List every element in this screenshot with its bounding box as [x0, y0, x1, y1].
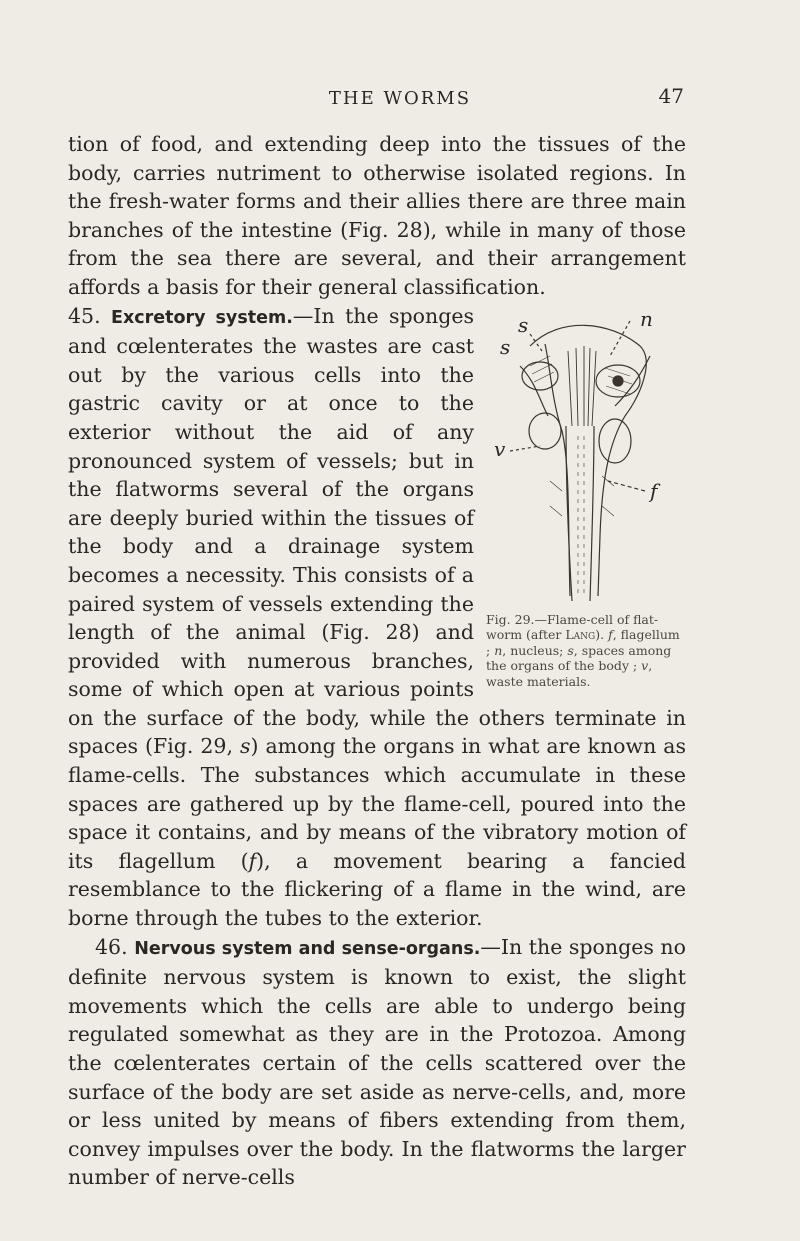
caption-text: ).	[595, 627, 609, 643]
label-s-top: s	[518, 312, 529, 337]
caption-text: , spaces among the organs of the body ;	[486, 642, 672, 674]
paragraph-1: tion of food, and extending deep into the tissues of the body, carries nutriment to otherwise isolated regions. In the fresh-water forms and their allies there are three main branches of the intestine (Fig. 28), while in many of those from the sea there are several, and their arrangement affords a basis for their general classification.	[68, 132, 686, 299]
paragraph-3	[68, 933, 686, 1192]
section-number: 45.	[68, 303, 101, 328]
label-n: n	[640, 306, 653, 331]
section-number: 46.	[95, 934, 128, 959]
paragraph-text: ) among the organs in what are known as flame-cells. The substances which accumulate in these spaces are gathered up by the flame-cell, poured into the space it contains, and by means of the vibratory motion of its flagellum (	[68, 734, 686, 873]
caption-text: , flagellum ;	[486, 627, 680, 658]
caption-symbol: s	[567, 642, 574, 658]
caption-text: Fig. 29.—Flame-cell of flat-worm (after	[486, 611, 659, 643]
page-number: 47	[658, 84, 684, 108]
label-s-left: s	[500, 334, 511, 359]
caption-symbol: f	[608, 627, 613, 643]
figure-29	[486, 306, 686, 690]
inline-symbol: f	[248, 848, 257, 873]
caption-symbol: v	[641, 658, 649, 674]
label-v: v	[494, 436, 506, 461]
paragraph-text: —In the sponges no definite nervous system is known to exist, the slight movements which the cells are able to undergo being regulated somewhat as they are in the Protozoa. Among the cœlenterates certain of the cells scattered over the surface of the body are set aside as nerve-cells, and, more or less united by means of fibers extending from them, convey impulses over the body. In the flatworms the larger number of nerve-cells	[68, 934, 686, 1190]
body-text	[68, 130, 686, 1192]
caption-symbol: n	[494, 642, 503, 658]
running-head: THE WORMS	[328, 88, 472, 109]
section-heading: Nervous system and sense-organs.	[134, 938, 481, 959]
label-f: f	[650, 478, 658, 503]
section-heading: Excretory system.	[111, 307, 293, 328]
caption-author: Lang	[565, 627, 596, 643]
flame-cell-illustration	[490, 306, 680, 606]
caption-text: , nucleus;	[502, 642, 568, 658]
figure-caption	[486, 612, 686, 690]
paragraph-text: —In the sponges and cœlenterates the wastes are cast out by the various cells into the gastric cavity or at once to the exterior without the aid of any pronounced system of vessels; but in the flatworms several of the organs are deeply buried within the tissues of the body and a drainage system becomes a necessity. This consists of a paired system of vessels extending the length of the animal (Fig. 28) and provided with numerous branches, some of which open at various points on the surface of the body, while the others terminate in spaces (Fig. 29,	[68, 303, 686, 759]
inline-symbol: s	[239, 734, 251, 759]
caption-text: , waste materials.	[486, 658, 653, 689]
paragraph-text: ), a movement bearing a fancied resemblance to the flickering of a flame in the wind, are borne through the tubes to the exterior.	[68, 848, 686, 931]
